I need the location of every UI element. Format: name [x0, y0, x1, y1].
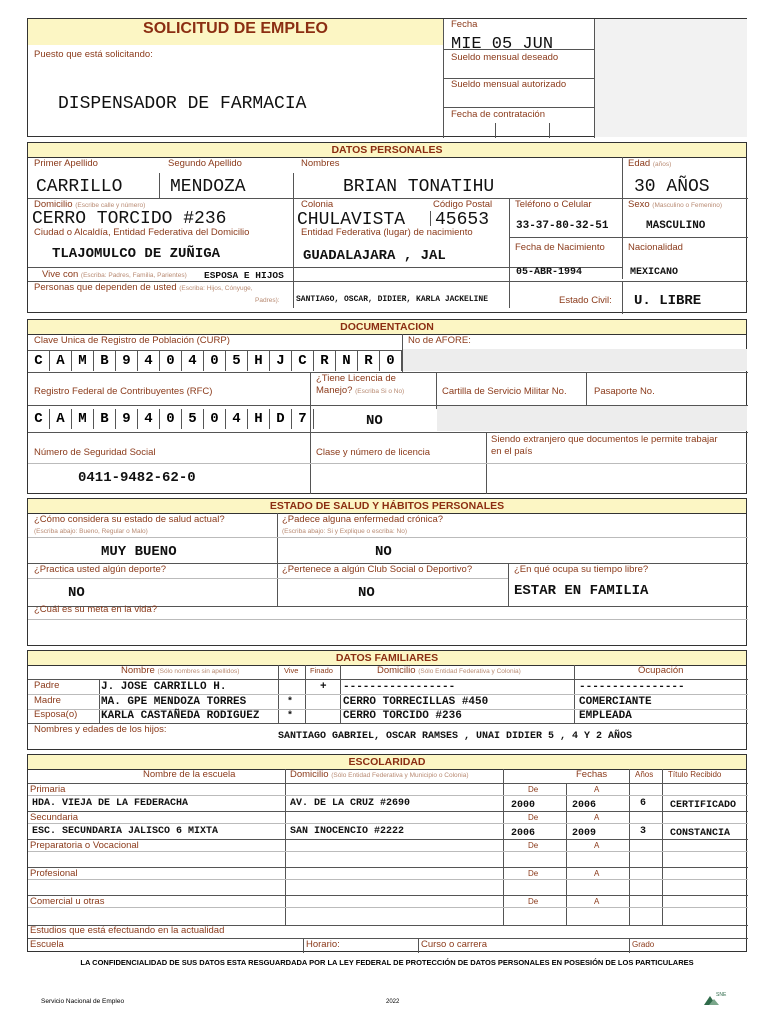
fam-domicilio[interactable]: CERRO TORRECILLAS #450 — [343, 695, 489, 708]
char-cell[interactable]: 7 — [292, 409, 314, 429]
char-cell[interactable]: 0 — [204, 409, 226, 429]
char-cell[interactable]: 4 — [182, 351, 204, 371]
char-cell[interactable]: M — [72, 351, 94, 371]
familiares-section — [27, 650, 747, 750]
segundo-apellido-value[interactable]: MENDOZA — [170, 177, 246, 197]
fecha-contratacion-label: Fecha de contratación — [451, 109, 546, 120]
cronica-label: ¿Padece alguna enfermedad crónica? — [282, 514, 444, 525]
escolaridad-section — [27, 754, 747, 952]
sueldo-deseado-label: Sueldo mensual deseado — [451, 52, 559, 63]
esc-domicilio[interactable]: SAN INOCENCIO #2222 — [290, 826, 405, 837]
vive-col-header: Vive — [284, 666, 299, 675]
servicio-nacional: Servicio Nacional de Empleo — [41, 998, 125, 1005]
anos-col-header: Años — [635, 770, 654, 779]
char-cell[interactable]: 0 — [204, 351, 226, 371]
hijos-value[interactable]: SANTIAGO GABRIEL, OSCAR RAMSES , UNAI DIDIER 5 , 4 Y 2 AÑOS — [278, 731, 633, 742]
esc-domicilio[interactable]: AV. DE LA CRUZ #2690 — [290, 798, 411, 809]
char-cell[interactable]: B — [94, 409, 116, 429]
nss-value[interactable]: 0411-9482-62-0 — [78, 470, 196, 486]
tiempo-libre-label: ¿En qué ocupa su tiempo libre? — [514, 564, 649, 575]
esc-row-label: Preparatoria o Vocacional — [30, 840, 139, 851]
esc-a-label: A — [594, 813, 600, 822]
tiempo-libre-value[interactable]: ESTAR EN FAMILIA — [514, 583, 649, 599]
deporte-value[interactable]: NO — [68, 585, 85, 601]
ciudad-value[interactable]: TLAJOMULCO DE ZUÑIGA — [52, 246, 221, 262]
pasaporte-label: Pasaporte No. — [594, 386, 655, 397]
confidencialidad-note: LA CONFIDENCIALIDAD DE SUS DATOS ESTA RESGUARDADA POR LA LEY FEDERAL DE PROTECCIÓN DE DATOS PERSONALES EN POSESIÓN DE LOS PARTICULARES — [80, 958, 694, 967]
sne-logo-text: SNE — [716, 992, 727, 998]
deporte-label: ¿Practica usted algún deporte? — [34, 564, 167, 575]
char-cell[interactable]: H — [248, 351, 270, 371]
char-cell[interactable]: D — [270, 409, 292, 429]
esc-anos[interactable]: 6 — [640, 798, 647, 809]
dependientes-hint: Padres): — [255, 297, 280, 304]
esc-de-label: De — [528, 813, 539, 822]
extranjero-label: Siendo extranjero que documentos le permite trabajar en el país — [491, 434, 718, 457]
esc-row-divider — [28, 823, 748, 824]
licencia-label: ¿Tiene Licencia de Manejo? (Escriba Si o No) — [316, 373, 405, 396]
segundo-apellido-label: Segundo Apellido — [168, 158, 242, 169]
esc-row-label: Primaria — [30, 784, 66, 795]
fam-vive[interactable]: * — [287, 696, 294, 708]
ocupacion-col-header: Ocupación — [638, 665, 684, 676]
char-cell[interactable]: R — [314, 351, 336, 371]
esc-escuela[interactable]: HDA. VIEJA DE LA FEDERACHA — [32, 798, 189, 809]
fecha-nac-label: Fecha de Nacimiento — [515, 242, 605, 253]
titulo-col-header: Título Recibido — [668, 770, 722, 779]
section-title: DOCUMENTACION — [28, 320, 746, 335]
club-label: ¿Pertenece a algún Club Social o Deportivo? — [282, 564, 473, 575]
fam-row-label: Padre — [34, 680, 60, 691]
fam-domicilio[interactable]: ----------------- — [343, 681, 456, 693]
section-title: ESCOLARIDAD — [28, 755, 746, 770]
edad-value[interactable]: 30 AÑOS — [634, 177, 710, 197]
esc-a-label: A — [594, 869, 600, 878]
char-cell[interactable]: H — [248, 409, 270, 429]
estado-civil-label: Estado Civil: — [559, 295, 612, 306]
telefono-value[interactable]: 33-37-80-32-51 — [516, 220, 609, 232]
esc-row-border — [28, 811, 748, 812]
char-cell[interactable]: M — [72, 409, 94, 429]
horario-label: Horario: — [306, 939, 340, 950]
esc-de[interactable]: 2000 — [511, 800, 536, 811]
domicilio-value[interactable]: CERRO TORCIDO #236 — [32, 209, 227, 229]
datos-personales-section — [27, 142, 747, 313]
esc-row-divider — [28, 879, 748, 880]
esc-row-divider — [28, 851, 748, 852]
fam-finado[interactable]: + — [320, 681, 327, 693]
esc-row-label: Comercial u otras — [30, 896, 105, 907]
esc-row-label: Secundaria — [30, 812, 79, 823]
edad-label: Edad (años) — [628, 158, 672, 169]
char-cell[interactable]: N — [336, 351, 358, 371]
esc-row-label: Profesional — [30, 868, 78, 879]
fam-nombre[interactable]: J. JOSE CARRILLO H. — [101, 681, 227, 693]
nombres-value[interactable]: BRIAN TONATIHU — [343, 177, 495, 197]
cronica-hint: (Escriba abajo: Si y Explique o escriba: No) — [282, 528, 408, 535]
puesto-label: Puesto que está solicitando: — [34, 49, 153, 60]
fecha-nac-value[interactable]: 05-ABR-1994 — [516, 267, 583, 278]
fam-ocupacion[interactable]: COMERCIANTE — [579, 695, 652, 708]
cp-label: Código Postal — [433, 199, 493, 210]
section-title: DATOS PERSONALES — [28, 143, 746, 158]
afore-label: No de AFORE: — [408, 335, 471, 346]
char-cell[interactable]: 0 — [160, 351, 182, 371]
fam-vive[interactable]: * — [287, 711, 294, 722]
char-cell[interactable]: R — [358, 351, 380, 371]
esc-a[interactable]: 2006 — [572, 800, 597, 811]
esc-a-label: A — [594, 897, 600, 906]
colonia-label: Colonia — [301, 199, 334, 210]
domicilio-label: Domicilio (Escribe calle y número) — [34, 199, 146, 210]
esc-row-divider — [28, 795, 748, 796]
estado-civil-value[interactable]: U. LIBRE — [634, 293, 702, 309]
char-cell[interactable]: C — [292, 351, 314, 371]
section-title: ESTADO DE SALUD Y HÁBITOS PERSONALES — [28, 499, 746, 514]
char-cell[interactable]: B — [94, 351, 116, 371]
meta-label: ¿Cuál es su meta en la vida? — [34, 604, 158, 615]
char-cell[interactable]: 4 — [138, 409, 160, 429]
char-cell[interactable]: 9 — [116, 409, 138, 429]
fechas-col-header: Fechas — [576, 769, 608, 780]
esc-a[interactable]: 2009 — [572, 828, 597, 839]
nacionalidad-value[interactable]: MEXICANO — [630, 267, 679, 278]
esc-row-border — [28, 895, 748, 896]
char-cell[interactable]: 5 — [182, 409, 204, 429]
char-cell[interactable]: A — [50, 409, 72, 429]
sexo-value[interactable]: MASCULINO — [646, 220, 706, 232]
puesto-value[interactable]: DISPENSADOR DE FARMACIA — [58, 94, 307, 114]
header-section — [27, 18, 747, 137]
footer-year: 2022 — [386, 999, 400, 1005]
rfc-cells[interactable] — [28, 409, 314, 429]
grado-label: Grado — [632, 940, 655, 949]
curso-label: Curso o carrera — [421, 939, 487, 950]
char-cell[interactable]: C — [28, 351, 50, 371]
fam-row-label: Esposa(o) — [34, 709, 78, 720]
fam-row-label: Madre — [34, 694, 61, 706]
vive-con-value[interactable]: ESPOSA E HIJOS — [204, 270, 284, 281]
sueldo-autorizado-label: Sueldo mensual autorizado — [451, 79, 567, 90]
char-cell[interactable]: C — [28, 409, 50, 429]
estado-salud-hint: (Escriba abajo: Bueno, Regular o Malo) — [34, 528, 148, 535]
curp-label: Clave Unica de Registro de Población (CURP) — [34, 335, 230, 346]
cartilla-label: Cartilla de Servicio Militar No. — [442, 386, 567, 397]
char-cell[interactable]: A — [50, 351, 72, 371]
escuela-col-header: Nombre de la escuela — [143, 769, 236, 780]
esc-a-label: A — [594, 785, 600, 794]
rfc-label: Registro Federal de Contribuyentes (RFC) — [34, 386, 213, 397]
documentacion-section — [27, 319, 747, 494]
esc-row-divider — [28, 907, 748, 908]
curp-cells[interactable] — [28, 351, 424, 371]
esc-titulo[interactable]: CERTIFICADO — [670, 800, 737, 811]
section-title: DATOS FAMILIARES — [28, 651, 746, 666]
estado-salud-label: ¿Cómo considera su estado de salud actual? — [34, 514, 225, 525]
fam-domicilio[interactable]: CERRO TORCIDO #236 — [343, 710, 462, 722]
estado-salud-value[interactable]: MUY BUENO — [101, 544, 177, 560]
nacionalidad-label: Nacionalidad — [628, 242, 683, 253]
primer-apellido-value[interactable]: CARRILLO — [36, 177, 123, 197]
char-cell[interactable]: 5 — [226, 351, 248, 371]
primer-apellido-label: Primer Apellido — [34, 158, 98, 169]
form-title: SOLICITUD DE EMPLEO — [143, 20, 328, 37]
domicilio-col-header: Domicilio (Sólo Entidad Federativa y Colonia) — [377, 665, 521, 676]
esc-a-label: A — [594, 841, 600, 850]
nombres-label: Nombres — [301, 158, 340, 169]
esc-titulo[interactable]: CONSTANCIA — [670, 828, 731, 839]
dependientes-label: Personas que dependen de usted (Escriba: Hijos, Cónyuge, — [34, 282, 253, 293]
colonia-value[interactable]: CHULAVISTA — [297, 210, 406, 230]
fam-ocupacion[interactable]: EMPLEADA — [579, 710, 632, 722]
domicilio-col-header: Domicilio (Sólo Entidad Federativa y Municipio o Colonia) — [290, 769, 469, 780]
char-cell[interactable]: 4 — [226, 409, 248, 429]
char-cell[interactable]: J — [270, 351, 292, 371]
sexo-label: Sexo (Masculino o Femenino) — [628, 199, 723, 210]
esc-de-label: De — [528, 897, 539, 906]
sne-logo — [702, 993, 730, 1009]
esc-de-label: De — [528, 785, 539, 794]
entidad-nac-value[interactable]: GUADALAJARA , JAL — [303, 248, 446, 264]
salud-section — [27, 498, 747, 646]
fam-ocupacion[interactable]: ---------------- — [579, 681, 685, 693]
vive-con-label: Vive con (Escriba: Padres, Familia, Parientes) — [42, 269, 187, 280]
char-cell[interactable]: 4 — [138, 351, 160, 371]
esc-anos[interactable]: 3 — [640, 826, 647, 837]
actual-label: Estudios que está efectuando en la actualidad — [30, 925, 225, 936]
nss-label: Número de Seguridad Social — [34, 447, 156, 458]
fecha-value[interactable]: MIE 05 JUN — [451, 35, 554, 54]
esc-de[interactable]: 2006 — [511, 828, 536, 839]
dependientes-value[interactable]: SANTIAGO, OSCAR, DIDIER, KARLA JACKELINE — [296, 295, 489, 304]
escuela-label: Escuela — [30, 939, 64, 950]
cp-value[interactable]: 45653 — [435, 210, 490, 230]
fam-nombre[interactable]: MA. GPE MENDOZA TORRES — [101, 695, 247, 708]
esc-row-border — [28, 839, 748, 840]
cronica-value[interactable]: NO — [375, 544, 392, 560]
nombre-col-header: Nombre (Sólo nombres sin apellidos) — [121, 665, 240, 676]
hijos-label: Nombres y edades de los hijos: — [34, 724, 167, 735]
ciudad-label: Ciudad o Alcaldía, Entidad Federativa del Domicilio — [34, 227, 250, 238]
char-cell[interactable]: 0 — [160, 409, 182, 429]
club-value[interactable]: NO — [358, 585, 375, 601]
char-cell[interactable]: 0 — [380, 351, 402, 371]
fam-nombre[interactable]: KARLA CASTAÑEDA RODIGUEZ — [101, 710, 260, 722]
licencia-value[interactable]: NO — [366, 413, 383, 429]
char-cell[interactable]: 9 — [116, 351, 138, 371]
esc-row-border — [28, 867, 748, 868]
fecha-label: Fecha — [451, 19, 478, 30]
esc-de-label: De — [528, 869, 539, 878]
clase-licencia-label: Clase y número de licencia — [316, 447, 431, 458]
esc-escuela[interactable]: ESC. SECUNDARIA JALISCO 6 MIXTA — [32, 826, 219, 837]
entidad-nac-label: Entidad Federativa (lugar) de nacimiento — [301, 227, 473, 238]
telefono-label: Teléfono o Celular — [515, 199, 592, 210]
finado-col-header: Finado — [310, 666, 333, 675]
esc-de-label: De — [528, 841, 539, 850]
